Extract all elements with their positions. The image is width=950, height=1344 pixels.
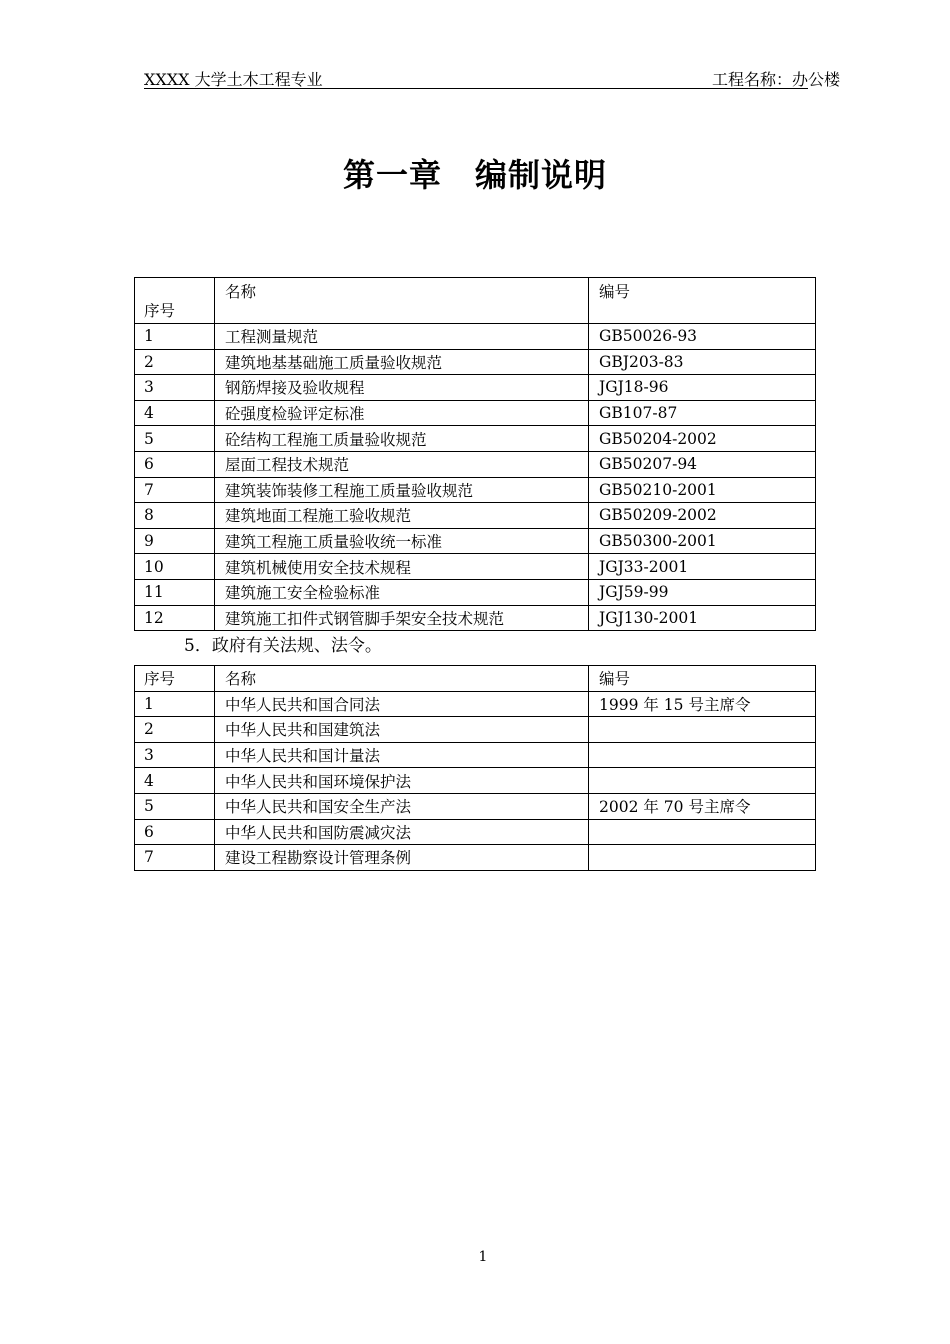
cell-name: 砼结构工程施工质量验收规范 <box>215 426 589 452</box>
cell-index: 8 <box>135 503 215 529</box>
standards-table <box>134 277 816 631</box>
header-cell-name: 名称 <box>215 666 589 692</box>
cell-name: 钢筋焊接及验收规程 <box>215 375 589 401</box>
section-heading: 5．政府有关法规、法令。 <box>184 636 382 656</box>
laws-table <box>134 665 816 871</box>
cell-index: 5 <box>135 426 215 452</box>
cell-name: 中华人民共和国建筑法 <box>215 717 589 743</box>
cell-code <box>589 717 816 743</box>
table-row <box>135 349 816 375</box>
table-row <box>135 691 816 717</box>
cell-index: 10 <box>135 554 215 580</box>
cell-code <box>589 845 816 871</box>
cell-index: 2 <box>135 349 215 375</box>
cell-name: 中华人民共和国合同法 <box>215 691 589 717</box>
cell-code: GB107-87 <box>589 400 816 426</box>
cell-code <box>589 819 816 845</box>
table-row <box>135 793 816 819</box>
cell-name: 建筑施工安全检验标准 <box>215 579 589 605</box>
cell-name: 建筑地基基础施工质量验收规范 <box>215 349 589 375</box>
cell-code: GBJ203-83 <box>589 349 816 375</box>
cell-name: 工程测量规范 <box>215 324 589 350</box>
cell-name: 建筑施工扣件式钢管脚手架安全技术规范 <box>215 605 589 631</box>
table-row <box>135 324 816 350</box>
cell-name: 砼强度检验评定标准 <box>215 400 589 426</box>
table-row <box>135 579 816 605</box>
cell-index: 6 <box>135 451 215 477</box>
cell-code: GB50026-93 <box>589 324 816 350</box>
cell-code: GB50209-2002 <box>589 503 816 529</box>
cell-index: 4 <box>135 768 215 794</box>
page-number: 1 <box>478 1249 488 1265</box>
cell-index: 9 <box>135 528 215 554</box>
cell-name: 中华人民共和国安全生产法 <box>215 793 589 819</box>
header-left-text: XXXX 大学土木工程专业 <box>144 70 323 89</box>
cell-code: 2002 年 70 号主席令 <box>589 793 816 819</box>
table-row <box>135 528 816 554</box>
cell-name: 建筑装饰装修工程施工质量验收规范 <box>215 477 589 503</box>
header-cell-index: 序号 <box>135 666 215 692</box>
cell-index: 3 <box>135 742 215 768</box>
table-row <box>135 426 816 452</box>
header-cell-index: 序号 <box>135 278 215 324</box>
cell-index: 7 <box>135 477 215 503</box>
cell-name: 中华人民共和国环境保护法 <box>215 768 589 794</box>
table-row <box>135 717 816 743</box>
cell-name: 建筑地面工程施工验收规范 <box>215 503 589 529</box>
table-row <box>135 845 816 871</box>
header-cell-code: 编号 <box>589 666 816 692</box>
cell-code: JGJ33-2001 <box>589 554 816 580</box>
cell-code: GB50300-2001 <box>589 528 816 554</box>
table-row <box>135 554 816 580</box>
cell-name: 屋面工程技术规范 <box>215 451 589 477</box>
cell-index: 6 <box>135 819 215 845</box>
cell-name: 中华人民共和国计量法 <box>215 742 589 768</box>
cell-name: 建筑工程施工质量验收统一标准 <box>215 528 589 554</box>
table-header-row <box>135 666 816 692</box>
cell-code: JGJ59-99 <box>589 579 816 605</box>
cell-code: JGJ18-96 <box>589 375 816 401</box>
cell-name: 中华人民共和国防震减灾法 <box>215 819 589 845</box>
cell-index: 2 <box>135 717 215 743</box>
cell-index: 11 <box>135 579 215 605</box>
page-header <box>144 64 841 89</box>
cell-code: GB50204-2002 <box>589 426 816 452</box>
cell-code <box>589 768 816 794</box>
table-row <box>135 503 816 529</box>
cell-name: 建设工程勘察设计管理条例 <box>215 845 589 871</box>
table-row <box>135 768 816 794</box>
table-row <box>135 375 816 401</box>
cell-code <box>589 742 816 768</box>
cell-code: GB50210-2001 <box>589 477 816 503</box>
cell-code: GB50207-94 <box>589 451 816 477</box>
cell-index: 1 <box>135 691 215 717</box>
cell-index: 4 <box>135 400 215 426</box>
cell-name: 建筑机械使用安全技术规程 <box>215 554 589 580</box>
cell-code: 1999 年 15 号主席令 <box>589 691 816 717</box>
cell-index: 3 <box>135 375 215 401</box>
header-cell-name: 名称 <box>215 278 589 324</box>
table-header-row <box>135 278 816 324</box>
table-row <box>135 400 816 426</box>
header-cell-code: 编号 <box>589 278 816 324</box>
cell-index: 12 <box>135 605 215 631</box>
chapter-title: 第一章 编制说明 <box>342 156 607 194</box>
table-row <box>135 605 816 631</box>
cell-code: JGJ130-2001 <box>589 605 816 631</box>
table-row <box>135 742 816 768</box>
table-row <box>135 451 816 477</box>
table-row <box>135 819 816 845</box>
cell-index: 7 <box>135 845 215 871</box>
header-right-text: 工程名称：办公楼 <box>712 70 841 89</box>
table-row <box>135 477 816 503</box>
cell-index: 1 <box>135 324 215 350</box>
cell-index: 5 <box>135 793 215 819</box>
